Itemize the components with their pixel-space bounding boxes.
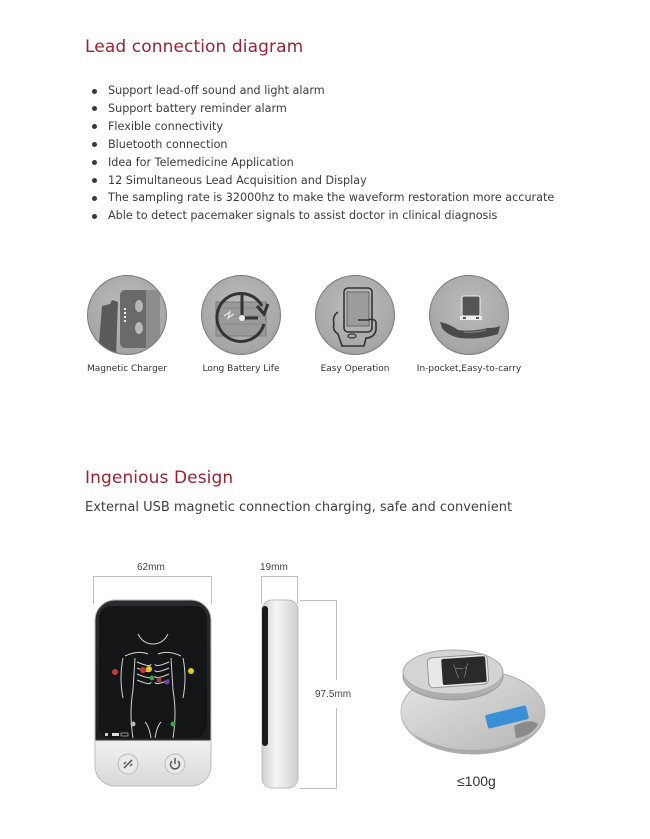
electrode-dot	[112, 669, 118, 675]
dimension-depth-label: 19mm	[260, 562, 288, 573]
feature-text: Idea for Telemedicine Application	[108, 155, 294, 169]
feature-icon-label: Long Battery Life	[202, 364, 280, 374]
feature-item	[92, 189, 554, 207]
feature-item	[92, 207, 554, 225]
section-subtitle: External USB magnetic connection charging, safe and convenient	[85, 500, 513, 515]
bullet-icon	[92, 214, 97, 219]
kitchen-scale-image	[398, 640, 548, 760]
feature-text: Bluetooth connection	[108, 137, 228, 151]
bullet-icon	[92, 142, 97, 147]
feature-icon-label: Magnetic Charger	[86, 364, 168, 374]
feature-text: Support battery reminder alarm	[108, 101, 287, 115]
electrode-dot	[188, 668, 194, 674]
feature-text: The sampling rate is 32000hz to make the waveform restoration more accurate	[108, 191, 555, 205]
feature-icon-row	[88, 275, 568, 385]
bullet-icon	[92, 124, 97, 129]
feature-icon-label: Easy Operation	[320, 364, 390, 374]
bullet-icon	[92, 89, 97, 94]
feature-list	[92, 82, 554, 225]
bullet-icon	[92, 178, 97, 183]
electrode-dot	[131, 722, 136, 727]
feature-item	[92, 172, 554, 190]
section-title-ingenious-design: Ingenious Design	[85, 468, 234, 488]
section-title-lead-connection: Lead connection diagram	[85, 37, 304, 57]
electrode-dot	[146, 666, 152, 672]
electrode-dot	[150, 676, 155, 681]
feature-icon-item	[412, 275, 526, 374]
hand-phone-icon	[315, 275, 395, 355]
feature-item	[92, 154, 554, 172]
feature-item	[92, 136, 554, 154]
feature-icon-label: In-pocket,Easy-to-carry	[416, 364, 522, 374]
dimension-height-label: 97.5mm	[315, 689, 352, 700]
weight-label: ≤100g	[457, 773, 496, 789]
hand-device-icon	[429, 275, 509, 355]
device-front-view	[93, 598, 213, 788]
feature-item	[92, 118, 554, 136]
dimension-line	[261, 576, 298, 577]
feature-icon-item	[70, 275, 184, 374]
feature-text: Able to detect pacemaker signals to assist doctor in clinical diagnosis	[108, 209, 498, 223]
feature-icon-item	[298, 275, 412, 374]
dimension-line	[300, 788, 336, 789]
electrode-dot	[140, 667, 146, 673]
dimension-width-label: 62mm	[137, 562, 165, 573]
bullet-icon	[92, 106, 97, 111]
feature-item	[92, 100, 554, 118]
feature-text: Flexible connectivity	[108, 119, 224, 133]
magnetic-charger-icon	[87, 275, 167, 355]
bullet-icon	[92, 160, 97, 165]
feature-item	[92, 82, 554, 100]
electrode-dot	[157, 678, 162, 683]
bullet-icon	[92, 196, 97, 201]
feature-text: Support lead-off sound and light alarm	[108, 84, 325, 97]
battery-clock-icon	[201, 275, 281, 355]
electrode-dot	[171, 722, 176, 727]
device-side-view	[259, 598, 301, 790]
feature-text: 12 Simultaneous Lead Acquisition and Display	[108, 173, 367, 187]
dimension-line	[93, 576, 212, 577]
dimension-line	[300, 600, 336, 601]
electrode-dot	[165, 680, 170, 685]
dimension-line	[336, 708, 337, 789]
feature-icon-item	[184, 275, 298, 374]
dimension-line	[336, 600, 337, 680]
